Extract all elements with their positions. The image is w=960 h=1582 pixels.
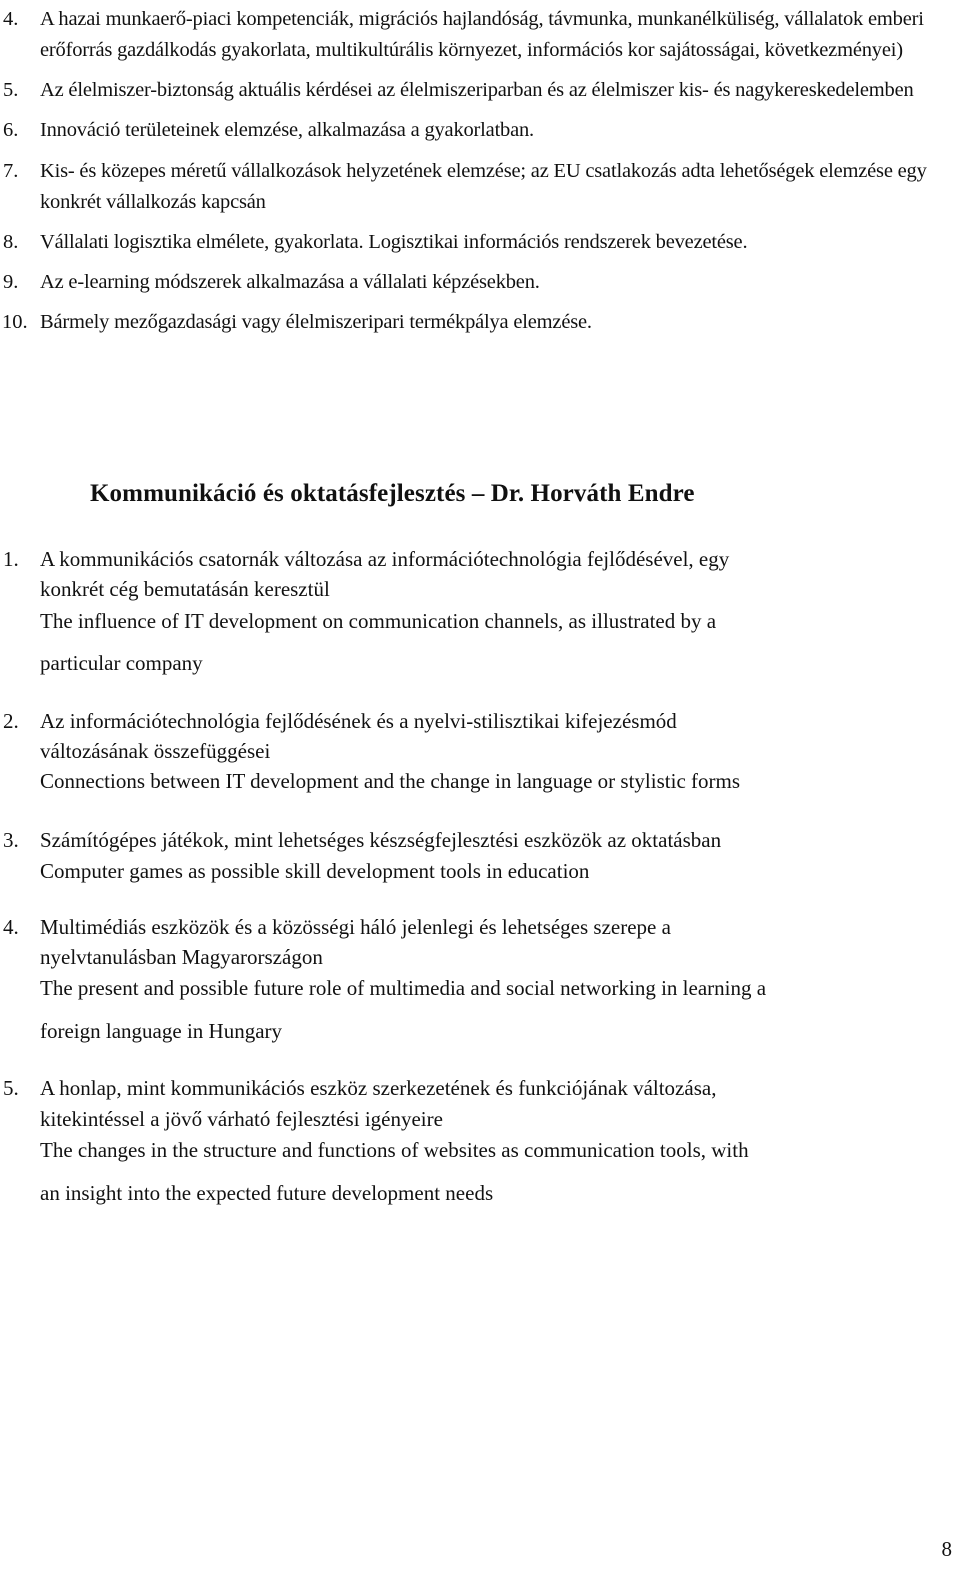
list-item	[0, 4, 960, 66]
list-item	[0, 156, 960, 218]
topic-number: 3.	[3, 828, 19, 852]
list-item-number: 10.	[2, 311, 28, 333]
list-item	[0, 227, 960, 258]
topic-number: 2.	[3, 709, 19, 733]
list-item-text: Az e-learning módszerek alkalmazása a vállalati képzésekben.	[40, 271, 540, 293]
topic-line: A honlap, mint kommunikációs eszköz szerkezetének és funkciójának változása,	[40, 1076, 717, 1100]
topic-line: konkrét cég bemutatásán keresztül	[40, 577, 330, 601]
topic-line: The changes in the structure and functions of websites as communication tools, with	[40, 1138, 749, 1162]
list-item	[0, 115, 960, 146]
topic-line: nyelvtanulásban Magyarországon	[40, 945, 323, 969]
section-heading: Kommunikáció és oktatásfejlesztés – Dr. Horváth Endre	[90, 480, 695, 507]
list-item	[0, 75, 960, 106]
list-item-number: 4.	[3, 8, 19, 30]
page-number: 8	[941, 1537, 952, 1561]
list-item-text: Bármely mezőgazdasági vagy élelmiszeripari termékpálya elemzése.	[40, 311, 592, 333]
topic-line: Számítógépes játékok, mint lehetséges készségfejlesztési eszközök az oktatásban	[40, 828, 722, 852]
list-item-number: 8.	[3, 231, 19, 253]
list-item-text: Kis- és közepes méretű vállalkozások helyzetének elemzése; az EU csatlakozás adta lehetőségek elemzése egy konkrét vállalkozás kapcsán	[40, 160, 927, 213]
topic-line: Multimédiás eszközök és a közösségi háló jelenlegi és lehetséges szerepe a	[40, 915, 671, 939]
topic-line: Az információtechnológia fejlődésének és a nyelvi-stilisztikai kifejezésmód	[40, 709, 677, 733]
topic-line: The present and possible future role of multimedia and social networking in learning a	[40, 976, 767, 1000]
topic-number: 1.	[3, 547, 19, 571]
list-item-text: Innováció területeinek elemzése, alkalmazása a gyakorlatban.	[40, 119, 534, 141]
topic-line: The influence of IT development on communication channels, as illustrated by a	[40, 609, 717, 633]
list-item	[0, 307, 960, 338]
list-item-text: A hazai munkaerő-piaci kompetenciák, migrációs hajlandóság, távmunka, munkanélküliség, vállalatok emberi erőforrás gazdálkodás gyakorlata, multikultúrális környezet, információs kor sajátosságai, következményei)	[40, 8, 924, 61]
topic-line: particular company	[40, 651, 203, 675]
topic-line: Computer games as possible skill development tools in education	[40, 859, 590, 883]
topic-line: an insight into the expected future development needs	[40, 1181, 494, 1205]
list-item-text: Az élelmiszer-biztonság aktuális kérdései az élelmiszeriparban és az élelmiszer kis- és nagykereskedelemben	[40, 79, 914, 101]
list-item-number: 5.	[3, 79, 19, 101]
list-item-number: 7.	[3, 160, 19, 182]
list-item-text: Vállalati logisztika elmélete, gyakorlata. Logisztikai információs rendszerek bevezetése.	[40, 231, 748, 253]
thesis-topic-list	[0, 4, 960, 338]
topic-line: változásának összefüggései	[40, 739, 271, 763]
list-item	[0, 267, 960, 298]
topic-line: A kommunikációs csatornák változása az információtechnológia fejlődésével, egy	[40, 547, 730, 571]
topic-number: 5.	[3, 1076, 19, 1100]
topic-line: Connections between IT development and the change in language or stylistic forms	[40, 769, 741, 793]
topic-line: kitekintéssel a jövő várható fejlesztési igényeire	[40, 1107, 443, 1131]
list-item-number: 6.	[3, 119, 19, 141]
list-item-number: 9.	[3, 271, 19, 293]
topic-line: foreign language in Hungary	[40, 1019, 283, 1043]
topic-number: 4.	[3, 915, 19, 939]
